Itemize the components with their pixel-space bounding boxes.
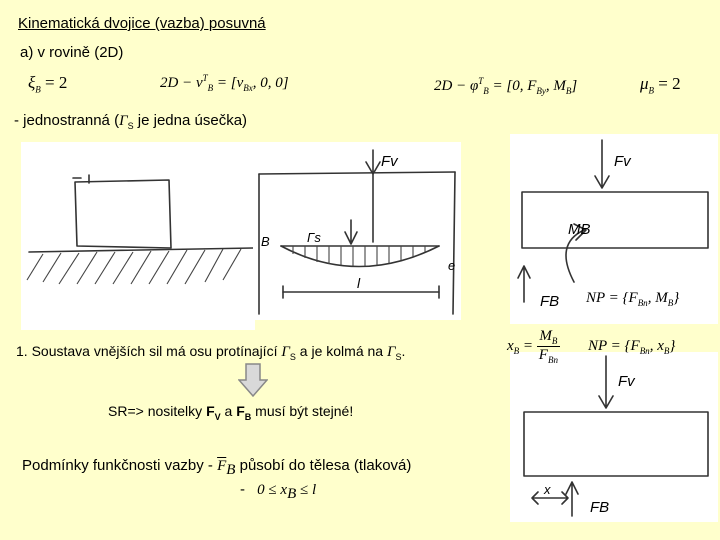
e-label: e (448, 258, 456, 273)
moment-fv-arrow (595, 140, 609, 188)
frac-num-text: M (539, 328, 552, 344)
moment-fb-arrow (518, 266, 530, 302)
np1-sub: Bn (637, 298, 648, 308)
offset-fv-arrow (599, 356, 613, 408)
frac-num (537, 328, 560, 347)
np2-mid: , x (649, 338, 664, 354)
statement (16, 343, 405, 362)
reaction-arrow (345, 220, 357, 244)
subtitle: a) v rovině (2D) (20, 44, 124, 61)
xb-formula (507, 328, 560, 365)
phi-sup: T (478, 76, 484, 86)
offset-x-label: x (544, 482, 551, 497)
phi-fb-sub: By (536, 86, 546, 96)
conditions-force: $\overline{F}$ (217, 458, 227, 474)
statement-gamma1-sub: S (289, 351, 296, 362)
np1-mid: , M (647, 290, 668, 306)
xb-sub: B (513, 345, 520, 356)
frac-den-text: F (538, 347, 548, 363)
reaction-hatching (293, 246, 425, 266)
formula-velocity (160, 73, 289, 93)
sketch-block-on-ground (21, 142, 255, 330)
xb-symbol: x (507, 337, 514, 354)
conditions-action: působí do tělesa (tlaková) (235, 457, 412, 474)
one-sided-suffix: je jedna úsečka) (133, 112, 248, 129)
sr-statement (108, 403, 353, 422)
sr-fv: F (206, 403, 215, 419)
block-ground-drawing (21, 142, 255, 330)
np2-formula (588, 338, 675, 356)
np2-tail: } (669, 338, 676, 354)
statement-suffix: . (401, 343, 406, 359)
offset-fv-label: Fv (618, 373, 635, 390)
xi-sub: B (35, 84, 41, 95)
mu-symbol: μ (640, 74, 649, 93)
formula-phi (434, 76, 577, 96)
ground-hatching (27, 249, 241, 284)
velocity-sup: T (202, 73, 208, 83)
down-arrow-icon (238, 362, 268, 398)
block-shape (75, 180, 171, 248)
statement-gamma2-sub: S (395, 351, 402, 362)
one-sided-heading (14, 112, 247, 131)
ground-line (29, 248, 253, 252)
moment-mb-label: MB (568, 221, 591, 238)
np2-sub2: B (663, 346, 670, 356)
velocity-rest: = [v (213, 75, 244, 91)
conditions-inequality-tail: ≤ l (296, 482, 317, 498)
xi-rest: = 2 (40, 73, 68, 92)
l-label: l (357, 275, 361, 291)
frac-num-sub: B (551, 336, 558, 346)
conditions-inequality-sub: B (287, 486, 297, 502)
gamma-s-label: Γs (307, 230, 321, 245)
sr-suffix: musí být stejné! (251, 403, 354, 419)
sr-fb-sub: B (244, 411, 252, 422)
mu-rest: = 2 (654, 74, 681, 93)
np1-tail: } (673, 290, 680, 306)
beam-drawing (253, 142, 461, 320)
np2-sub: Bn (639, 346, 650, 356)
phi-tail: ] (571, 78, 578, 94)
np1-sub2: B (667, 298, 674, 308)
np1-formula (586, 290, 679, 308)
moment-block (522, 192, 708, 248)
conditions-inequality: 0 ≤ x (257, 482, 288, 498)
sketch-offset (510, 352, 718, 522)
statement-gamma1: Γ (281, 344, 290, 360)
offset-drawing (510, 352, 718, 522)
velocity-sub: B (207, 83, 214, 93)
sr-fb: F (236, 403, 245, 419)
fv-label: Fv (381, 153, 398, 170)
sr-fv-sub: V (214, 411, 221, 422)
offset-fb-label: FB (590, 499, 610, 516)
gamma-sub: S (127, 121, 134, 131)
xi-symbol: ξ (28, 73, 36, 92)
velocity-lhs: 2D − v (160, 75, 203, 91)
phi-rest: = [0, F (488, 78, 537, 94)
conditions-force-sub: B (226, 462, 236, 478)
np1-prefix: NP = {F (586, 290, 638, 306)
mu-sub: B (648, 85, 655, 96)
phi-mid: , M (545, 78, 566, 94)
statement-prefix: 1. Soustava vnějších sil má osu protínající (16, 343, 282, 359)
statement-mid: a je kolmá na (295, 343, 387, 359)
page-title: Kinematická dvojice (vazba) posuvná (18, 15, 266, 32)
moment-fb-label: FB (540, 293, 560, 310)
xb-fraction (537, 328, 560, 365)
velocity-inner-sub: Bx (243, 83, 253, 93)
conditions-dash: - (240, 481, 245, 498)
beam-top (259, 172, 455, 174)
phi-lhs: 2D − φ (434, 78, 479, 94)
offset-block (524, 412, 708, 476)
moment-fv-label: Fv (614, 153, 631, 170)
phi-sub: B (483, 86, 489, 96)
frac-den (537, 347, 560, 365)
frac-den-sub: Bn (547, 355, 558, 365)
one-sided-prefix: - jednostranná ( (14, 112, 120, 129)
formula-mu (640, 74, 681, 95)
sr-and: a (220, 403, 237, 419)
np2-prefix: NP = {F (588, 338, 640, 354)
conditions-label: Podmínky funkčnosti vazby - (22, 457, 218, 474)
velocity-tail: , 0, 0] (252, 75, 289, 91)
down-arrow-svg (238, 362, 268, 398)
sketch-beam (253, 142, 461, 320)
gamma-symbol: Γ (119, 113, 128, 129)
statement-gamma2: Γ (386, 344, 396, 360)
formula-xi (28, 73, 67, 94)
conditions-line1 (22, 457, 411, 479)
beam-right (453, 172, 455, 314)
xb-eq: = (519, 337, 537, 354)
phi-mb-sub: B (565, 86, 572, 96)
conditions-line2 (240, 481, 316, 503)
b-label: B (261, 234, 270, 249)
sr-prefix: SR=> nositelky (108, 403, 207, 419)
